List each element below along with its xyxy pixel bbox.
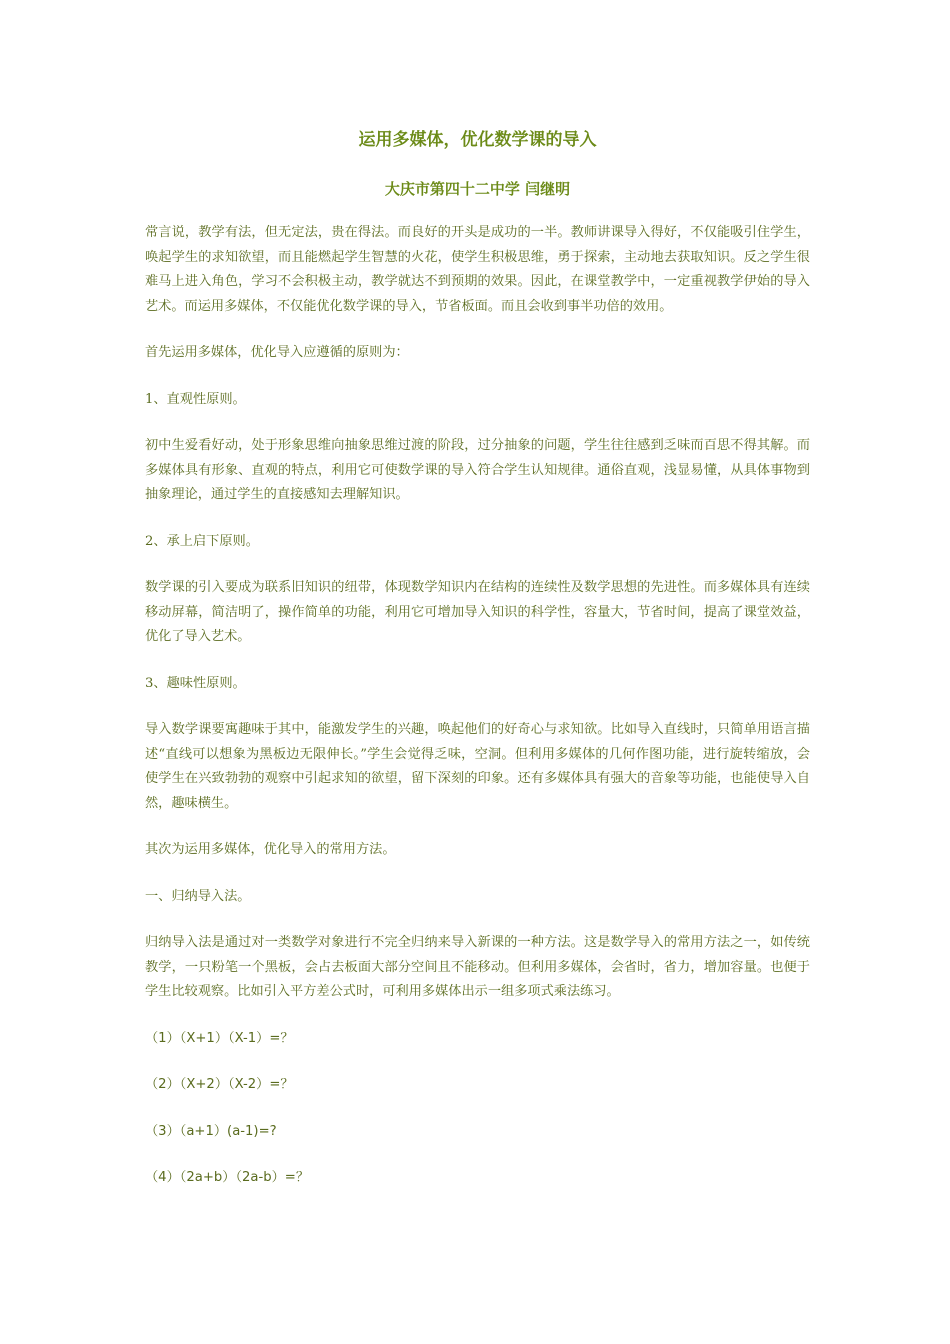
paragraph-principle-2: 数学课的引入要成为联系旧知识的纽带，体现数学知识内在结构的连续性及数学思想的先进性。而多媒体具有连续移动屏幕，简洁明了，操作简单的功能，利用它可增加导入知识的科学性，容量大，节省时间，提高了课堂效益，优化了导入艺术。 [145,580,810,644]
heading-method-1: 一、归纳导入法。 [145,888,251,904]
exercise-item-1: （1）（X+1）（X-1）=？ [145,1030,294,1046]
document-page [145,120,810,1191]
paragraph-principle-1: 初中生爱看好动，处于形象思维向抽象思维过渡的阶段，过分抽象的问题，学生往往感到乏味而百思不得其解。而多媒体具有形象、直观的特点，利用它可使数学课的导入符合学生认知规律。通俗直观，浅显易懂，从具体事物到抽象理论，通过学生的直接感知去理解知识。 [145,438,810,502]
paragraph-principle-3: 导入数学课要寓趣味于其中，能激发学生的兴趣，唤起他们的好奇心与求知欲。比如导入直线时，只简单用语言描述“直线可以想象为黑板边无限伸长。”学生会觉得乏味，空洞。但利用多媒体的几何作图功能，进行旋转缩放，会使学生在兴致勃勃的观察中引起求知的欲望，留下深刻的印象。还有多媒体具有强大的音象等功能，也能使导入自然，趣味横生。 [145,722,810,811]
paragraph-methods-heading: 其次为运用多媒体，优化导入的常用方法。 [145,842,396,857]
heading-principle-3: 3、趣味性原则。 [145,675,246,691]
paragraph-principles-heading: 首先运用多媒体，优化导入应遵循的原则为： [145,345,409,360]
exercise-item-3: （3）（a+1）(a-1)=? [145,1123,277,1139]
paragraph-method-1: 归纳导入法是通过对一类数学对象进行不完全归纳来导入新课的一种方法。这是数学导入的常用方法之一，如传统教学，一只粉笔一个黑板，会占去板面大部分空间且不能移动。但利用多媒体，会省时，省力，增加容量。也便于学生比较观察。比如引入平方差公式时，可利用多媒体出示一组多项式乘法练习。 [145,935,810,999]
paragraph-intro: 常言说，教学有法，但无定法，贵在得法。而良好的开头是成功的一半。教师讲课导入得好，不仅能吸引住学生，唤起学生的求知欲望，而且能燃起学生智慧的火花，使学生积极思维，勇于探索，主动地去获取知识。反之学生很难马上进入角色，学习不会积极主动，教学就达不到预期的效果。因此，在课堂教学中，一定重视教学伊始的导入艺术。而运用多媒体，不仅能优化数学课的导入，节省板面。而且会收到事半功倍的效用。 [145,225,810,314]
document-title: 运用多媒体，优化数学课的导入 [358,130,597,150]
heading-principle-2: 2、承上启下原则。 [145,533,259,549]
heading-principle-1: 1、直观性原则。 [145,391,246,407]
exercise-item-2: （2）（X+2）（X-2）=？ [145,1077,294,1092]
author-line: 大庆市第四十二中学 闫继明 [384,180,571,198]
exercise-item-4: （4）（2a+b）（2a-b）=？ [145,1170,310,1185]
